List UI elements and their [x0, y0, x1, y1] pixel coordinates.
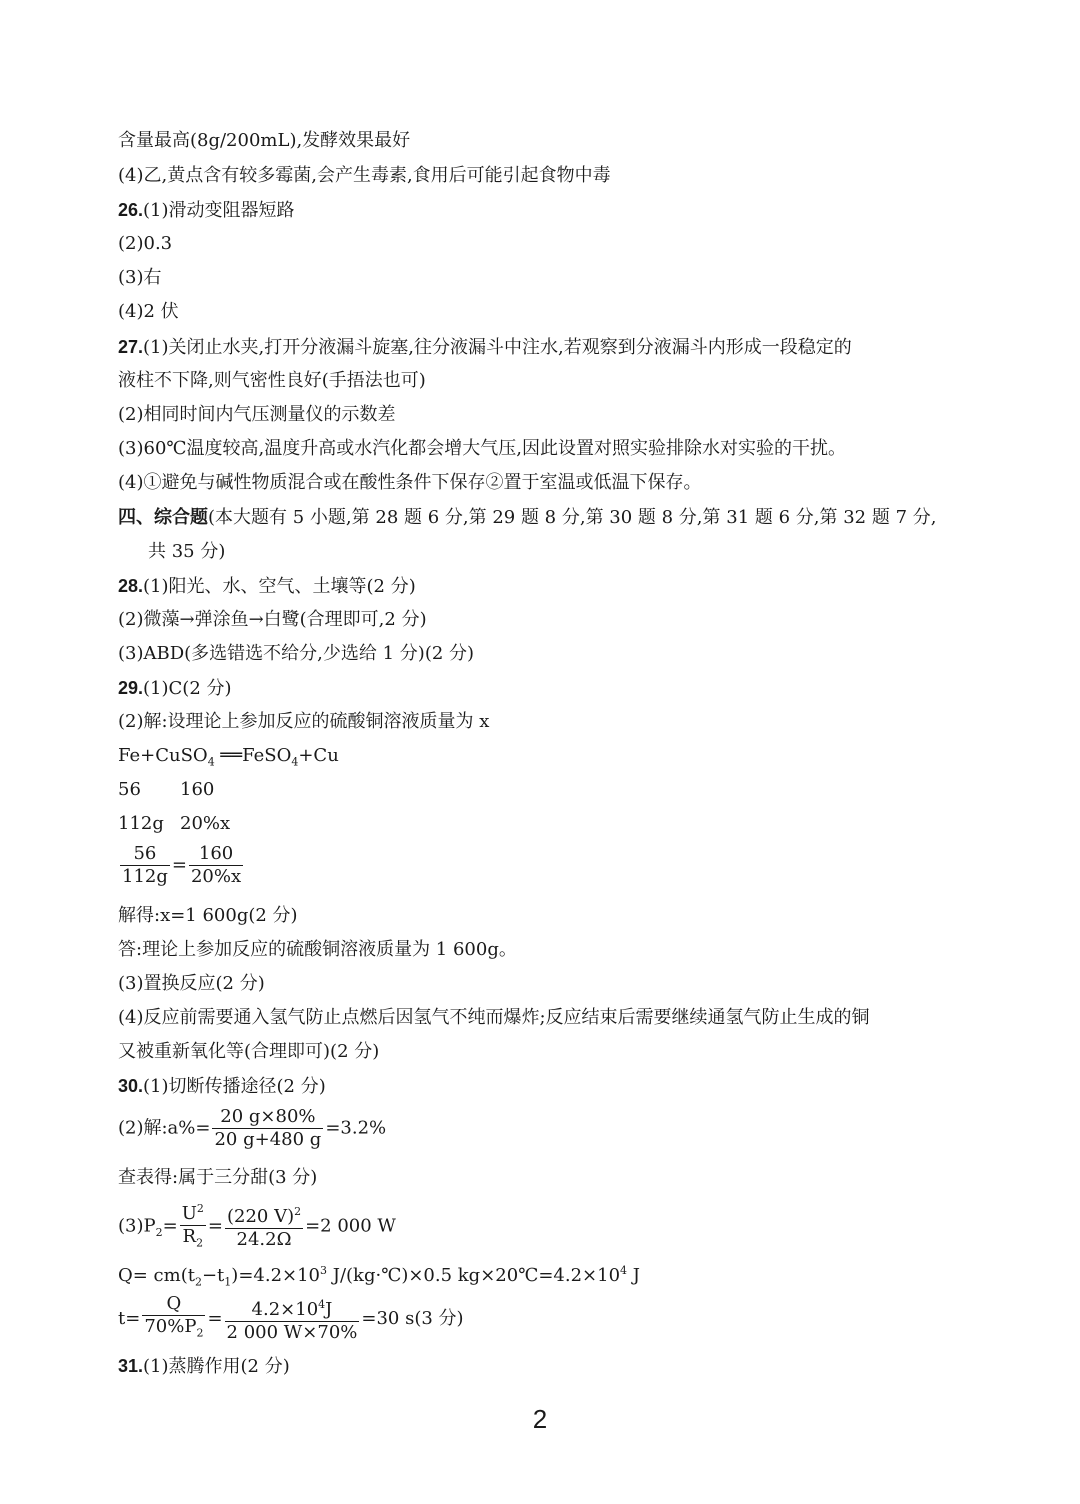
- section-title: 四、综合题: [118, 507, 208, 528]
- text-line: (2)解:设理论上参加反应的硫酸铜溶液质量为 x: [118, 711, 490, 732]
- eq-part: =30 s(3 分): [361, 1307, 464, 1329]
- denominator: 20 g+480 g: [214, 1129, 322, 1150]
- question-29: [118, 677, 232, 700]
- eq-part: ══FeSO: [214, 745, 292, 766]
- eq-part: R: [182, 1226, 197, 1247]
- eq-part: =2 000 W: [305, 1215, 396, 1237]
- question-number: 26.: [118, 200, 144, 220]
- fraction: [225, 1294, 360, 1344]
- eq-part: +Cu: [298, 745, 339, 766]
- sugar-equation: [118, 1106, 386, 1151]
- eq-part: −t: [201, 1265, 225, 1286]
- question-30: [118, 1075, 326, 1098]
- page-number: 2: [532, 1404, 548, 1434]
- text-line: (2)0.3: [118, 233, 173, 254]
- answer-text: (1)切断传播途径(2 分): [143, 1076, 326, 1097]
- ratio-row: [118, 813, 230, 835]
- eq-part: =: [207, 1215, 223, 1237]
- superscript: 2: [196, 1202, 204, 1215]
- text-line: 共 35 分): [148, 541, 226, 562]
- answer-text: (1)蒸腾作用(2 分): [143, 1356, 290, 1377]
- text-line: (3)右: [118, 267, 162, 288]
- question-number: 31.: [118, 1356, 144, 1376]
- subscript: 2: [194, 1275, 202, 1289]
- text-line: 液柱不下降,则气密性良好(手捂法也可): [118, 370, 426, 391]
- section-4-heading: [118, 507, 936, 529]
- subscript: 2: [155, 1225, 163, 1239]
- text-line: 含量最高(8g/200mL),发酵效果最好: [118, 130, 411, 151]
- question-26: [118, 199, 295, 222]
- question-number: 27.: [118, 337, 144, 357]
- numerator: [225, 1201, 303, 1229]
- denominator: 24.2Ω: [236, 1229, 292, 1251]
- answer-text: (1)C(2 分): [143, 678, 232, 699]
- ratio-row: [118, 779, 214, 801]
- fraction: [120, 843, 170, 888]
- text-line: (4)2 伏: [118, 301, 179, 322]
- superscript: 3: [320, 1264, 328, 1277]
- question-28: [118, 575, 416, 598]
- text-line: (2)微藻→弹涂鱼→白鹭(合理即可,2 分): [118, 609, 427, 630]
- fraction: [212, 1106, 323, 1151]
- numerator: Q: [142, 1293, 205, 1316]
- ratio-value: 160: [180, 779, 215, 800]
- subscript: 4: [291, 755, 299, 769]
- text-line: (4)反应前需要通入氢气防止点燃后因氢气不纯而爆炸;反应结束后需要继续通氢气防止生成的铜: [118, 1007, 870, 1028]
- answer-text: (1)滑动变阻器短路: [143, 200, 295, 221]
- eq-part: t=: [118, 1307, 141, 1329]
- denominator: [142, 1316, 205, 1345]
- eq-part: J: [325, 1298, 333, 1320]
- question-number: 30.: [118, 1076, 144, 1096]
- ratio-value: 112g: [118, 813, 164, 834]
- denominator: 20%x: [190, 866, 242, 887]
- subscript: 2: [196, 1236, 204, 1250]
- chemical-equation: [118, 745, 339, 774]
- fraction: [189, 843, 243, 888]
- eq-part: =3.2%: [325, 1117, 387, 1139]
- eq-part: =: [162, 1215, 178, 1237]
- text-line: (3)置换反应(2 分): [118, 973, 265, 994]
- answer-text: (1)关闭止水夹,打开分液漏斗旋塞,往分液漏斗中注水,若观察到分液漏斗内形成一段稳定的: [143, 337, 852, 358]
- eq-part: (220 V): [226, 1206, 295, 1228]
- eq-part: 70%P: [144, 1316, 197, 1337]
- eq-part: (2)解:a%=: [118, 1117, 211, 1139]
- question-number: 29.: [118, 678, 144, 698]
- text-line: (2)相同时间内气压测量仪的示数差: [118, 404, 396, 425]
- eq-part: J: [627, 1265, 640, 1286]
- question-number: 28.: [118, 576, 144, 596]
- text-line: (4)①避免与碱性物质混合或在酸性条件下保存②置于室温或低温下保存。: [118, 472, 702, 493]
- eq-part: (3)P: [118, 1215, 156, 1237]
- question-27: [118, 336, 852, 359]
- fraction-equation: $\frac{56}{112g}$ = $\frac{160}{20\%x}$: [122, 843, 242, 887]
- eq-part: Fe+CuSO: [118, 745, 208, 766]
- text-line: 答:理论上参加反应的硫酸铜溶液质量为 1 600g。: [118, 939, 517, 960]
- question-31: [118, 1355, 290, 1378]
- eq-part: 4.2×10: [251, 1298, 319, 1320]
- text-line: 又被重新氧化等(合理即可)(2 分): [118, 1041, 380, 1062]
- answer-text: (1)阳光、水、空气、土壤等(2 分): [143, 576, 416, 597]
- text-line: (3)ABD(多选错选不给分,少选给 1 分)(2 分): [118, 643, 475, 664]
- text-line: (4)乙,黄点含有较多霉菌,会产生毒素,食用后可能引起食物中毒: [118, 165, 611, 186]
- numerator: [225, 1294, 360, 1322]
- fraction: [225, 1201, 303, 1251]
- denominator: 2 000 W×70%: [226, 1321, 358, 1343]
- superscript: 2: [294, 1205, 302, 1219]
- section-info: (本大题有 5 小题,第 28 题 6 分,第 29 题 8 分,第 30 题 8 分,第 31 题 6 分,第 32 题 7 分,: [208, 507, 937, 528]
- superscript: 4: [318, 1297, 326, 1311]
- eq-part: )=4.2×10: [231, 1265, 321, 1286]
- superscript: 4: [620, 1264, 628, 1277]
- ratio-value: 20%x: [180, 813, 231, 834]
- text-line: 查表得:属于三分甜(3 分): [118, 1167, 318, 1188]
- numerator: 160: [189, 843, 243, 866]
- ratio-value: 56: [118, 779, 141, 800]
- power-equation: [118, 1198, 396, 1255]
- denominator: [180, 1226, 206, 1255]
- heat-equation: [118, 1260, 640, 1294]
- fraction: [180, 1198, 206, 1255]
- numerator: 20 g×80%: [212, 1106, 323, 1129]
- eq-part: J/(kg·℃)×0.5 kg×20℃=4.2×10: [327, 1265, 621, 1286]
- subscript: 4: [207, 755, 215, 769]
- text-line: (3)60℃温度较高,温度升高或水汽化都会增大气压,因此设置对照实验排除水对实验的干扰。: [118, 438, 846, 459]
- numerator: [180, 1198, 206, 1226]
- time-equation: [118, 1293, 464, 1345]
- eq-part: U: [181, 1203, 197, 1224]
- numerator: 56: [120, 843, 170, 866]
- eq-part: =: [207, 1307, 223, 1329]
- denominator: 112g: [122, 866, 168, 887]
- subscript: 1: [224, 1275, 232, 1289]
- fraction: [142, 1293, 205, 1345]
- subscript: 2: [196, 1326, 204, 1340]
- text-line: 解得:x=1 600g(2 分): [118, 905, 298, 926]
- eq-part: Q= cm(t: [118, 1265, 195, 1286]
